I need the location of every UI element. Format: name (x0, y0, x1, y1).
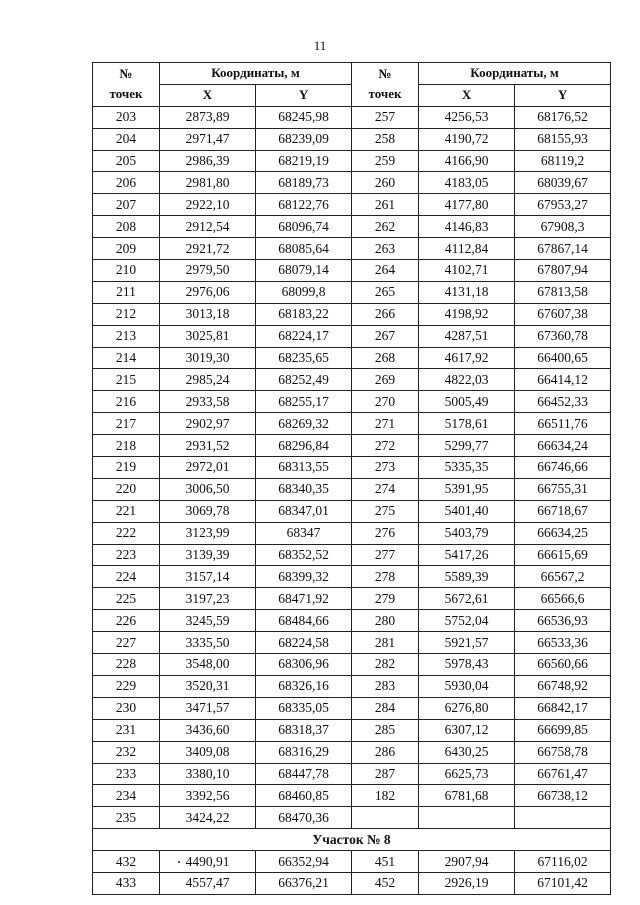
x-value-left: 3123,99 (160, 522, 256, 544)
table-row (93, 281, 611, 303)
y-value-right: 66718,67 (515, 500, 611, 522)
y-value-left: 68239,09 (256, 128, 352, 150)
y-value-right: 66748,92 (515, 675, 611, 697)
x-value-right: 4102,71 (419, 260, 515, 282)
table-row (93, 478, 611, 500)
y-value-left: 68484,66 (256, 610, 352, 632)
table-row (93, 369, 611, 391)
y-value-right: 67813,58 (515, 281, 611, 303)
table-row (93, 303, 611, 325)
x-value-right: 5978,43 (419, 654, 515, 676)
y-header-left: Y (256, 84, 352, 106)
y-value-right: 67807,94 (515, 260, 611, 282)
y-value-right: 66533,36 (515, 632, 611, 654)
x-value-right: 4146,83 (419, 216, 515, 238)
x-value-left: 3197,23 (160, 588, 256, 610)
point-number-left: 213 (93, 325, 160, 347)
point-number-right: 258 (352, 128, 419, 150)
y-value-right: 67867,14 (515, 238, 611, 260)
point-number-left: 209 (93, 238, 160, 260)
page-number: 11 (313, 38, 327, 53)
point-number-left: 215 (93, 369, 160, 391)
y-value-left: 68122,76 (256, 194, 352, 216)
point-number-right: 287 (352, 763, 419, 785)
x-value-left: 4490,91 (160, 851, 256, 873)
table-row (93, 872, 611, 894)
y-value-right: 68119,2 (515, 150, 611, 172)
table-row (93, 719, 611, 741)
table-row (93, 522, 611, 544)
point-number-left: 231 (93, 719, 160, 741)
y-value-left: 68183,22 (256, 303, 352, 325)
y-value-left: 68340,35 (256, 478, 352, 500)
table-row (93, 150, 611, 172)
x-value-left: 2972,01 (160, 457, 256, 479)
point-number-left: 211 (93, 281, 160, 303)
y-value-left: 68224,17 (256, 325, 352, 347)
point-number-left: 234 (93, 785, 160, 807)
point-number-left: 433 (93, 872, 160, 894)
section-header-body (93, 829, 611, 851)
section-title: Участок № 8 (93, 829, 611, 851)
y-value-right: 66536,93 (515, 610, 611, 632)
point-number-right: 262 (352, 216, 419, 238)
y-value-right: 66400,65 (515, 347, 611, 369)
y-value-left: 68318,37 (256, 719, 352, 741)
point-number-right: 261 (352, 194, 419, 216)
point-number-left: 221 (93, 500, 160, 522)
y-value-left: 68255,17 (256, 391, 352, 413)
x-value-right: 4166,90 (419, 150, 515, 172)
x-value-right: 6307,12 (419, 719, 515, 741)
x-value-right: 5672,61 (419, 588, 515, 610)
point-number-left: 205 (93, 150, 160, 172)
y-value-left: 68447,78 (256, 763, 352, 785)
table-row (93, 697, 611, 719)
y-value-right: 66452,33 (515, 391, 611, 413)
x-value-right: 5299,77 (419, 435, 515, 457)
x-value-right: 5589,39 (419, 566, 515, 588)
x-value-right: 5930,04 (419, 675, 515, 697)
point-number-right: 269 (352, 369, 419, 391)
point-number-right: 263 (352, 238, 419, 260)
y-value-right: 66634,24 (515, 435, 611, 457)
y-value-left: 68313,55 (256, 457, 352, 479)
x-value-right: 6625,73 (419, 763, 515, 785)
point-number-left: 233 (93, 763, 160, 785)
point-number-right: 265 (352, 281, 419, 303)
x-value-left: 2971,47 (160, 128, 256, 150)
point-number-left: 219 (93, 457, 160, 479)
point-number-right: 279 (352, 588, 419, 610)
y-value-right: 66414,12 (515, 369, 611, 391)
table-header (93, 63, 611, 107)
point-number-right: 272 (352, 435, 419, 457)
y-value-left: 68470,36 (256, 807, 352, 829)
x-value-left: 3157,14 (160, 566, 256, 588)
point-number-left: 212 (93, 303, 160, 325)
point-number-right: 182 (352, 785, 419, 807)
point-number-right: 286 (352, 741, 419, 763)
point-number-header-left (93, 63, 160, 107)
point-number-right: 276 (352, 522, 419, 544)
point-number-left: 207 (93, 194, 160, 216)
x-value-right: 5921,57 (419, 632, 515, 654)
point-number-left: 217 (93, 413, 160, 435)
y-value-right: 66842,17 (515, 697, 611, 719)
x-value-right: 5752,04 (419, 610, 515, 632)
y-value-left: 68079,14 (256, 260, 352, 282)
table-row (93, 741, 611, 763)
point-number-left: 222 (93, 522, 160, 544)
y-value-left: 68219,19 (256, 150, 352, 172)
table-row (93, 413, 611, 435)
point-number-left: 225 (93, 588, 160, 610)
x-value-left: 3409,08 (160, 741, 256, 763)
section-body (93, 851, 611, 895)
points-word: точек (368, 86, 402, 102)
x-value-right: 6276,80 (419, 697, 515, 719)
table-row (93, 588, 611, 610)
y-value-left: 68269,32 (256, 413, 352, 435)
y-value-left: 68099,8 (256, 281, 352, 303)
y-value-right: 66634,25 (515, 522, 611, 544)
point-number-left: 223 (93, 544, 160, 566)
num-sign: № (119, 66, 133, 82)
y-value-right: 66761,47 (515, 763, 611, 785)
y-value-right: 66566,6 (515, 588, 611, 610)
x-value-right: 5005,49 (419, 391, 515, 413)
y-value-left: 68316,29 (256, 741, 352, 763)
table-row (93, 500, 611, 522)
table-row (93, 106, 611, 128)
table-row (93, 785, 611, 807)
table-row (93, 632, 611, 654)
x-value-right: 4198,92 (419, 303, 515, 325)
y-value-right: 67953,27 (515, 194, 611, 216)
point-number-right: 273 (352, 457, 419, 479)
x-value-right: 5401,40 (419, 500, 515, 522)
y-value-left: 68224,58 (256, 632, 352, 654)
point-number-right: 284 (352, 697, 419, 719)
point-number-right: 285 (352, 719, 419, 741)
table-row (93, 457, 611, 479)
x-value-right: 2926,19 (419, 872, 515, 894)
x-value-left: 3520,31 (160, 675, 256, 697)
point-number-header-right (352, 63, 419, 107)
x-value-right: 5417,26 (419, 544, 515, 566)
x-value-left: 2912,54 (160, 216, 256, 238)
x-value-left: 2902,97 (160, 413, 256, 435)
y-value-left: 68096,74 (256, 216, 352, 238)
point-number-right: 282 (352, 654, 419, 676)
table-row (93, 128, 611, 150)
x-value-left: 2976,06 (160, 281, 256, 303)
y-value-left: 66352,94 (256, 851, 352, 873)
point-number-right: 278 (352, 566, 419, 588)
table-body (93, 106, 611, 828)
point-number-left: 214 (93, 347, 160, 369)
y-value-left: 68335,05 (256, 697, 352, 719)
x-value-left: 2921,72 (160, 238, 256, 260)
point-number-right: 266 (352, 303, 419, 325)
x-value-right: 4256,53 (419, 106, 515, 128)
y-value-left: 68347 (256, 522, 352, 544)
y-value-right: 66755,31 (515, 478, 611, 500)
point-number-right: 257 (352, 106, 419, 128)
table-row (93, 347, 611, 369)
point-number-right: 270 (352, 391, 419, 413)
point-number-right: 275 (352, 500, 419, 522)
x-value-right: 4131,18 (419, 281, 515, 303)
y-value-right: 67116,02 (515, 851, 611, 873)
x-value-right: 5391,95 (419, 478, 515, 500)
x-value-right: 4822,03 (419, 369, 515, 391)
x-value-right (419, 807, 515, 829)
x-value-left: 3380,10 (160, 763, 256, 785)
coords-header-right: Координаты, м (419, 63, 611, 85)
point-number-left: 203 (93, 106, 160, 128)
x-value-left: 3013,18 (160, 303, 256, 325)
x-value-left: 3069,78 (160, 500, 256, 522)
x-value-left: 3139,39 (160, 544, 256, 566)
y-value-right: 66758,78 (515, 741, 611, 763)
x-header-right: X (419, 84, 515, 106)
x-value-left: 3392,56 (160, 785, 256, 807)
point-number-left: 229 (93, 675, 160, 697)
point-number-right: 271 (352, 413, 419, 435)
point-number-left: 232 (93, 741, 160, 763)
x-value-left: 2922,10 (160, 194, 256, 216)
table-row (93, 807, 611, 829)
point-number-left: 235 (93, 807, 160, 829)
x-value-right: 5335,35 (419, 457, 515, 479)
point-number-left: 220 (93, 478, 160, 500)
point-number-left: 226 (93, 610, 160, 632)
y-value-right: 66560,66 (515, 654, 611, 676)
x-value-right: 4183,05 (419, 172, 515, 194)
table-row (93, 763, 611, 785)
y-value-right: 66615,69 (515, 544, 611, 566)
x-value-left: 3245,59 (160, 610, 256, 632)
point-number-left: 228 (93, 654, 160, 676)
y-value-left: 68460,85 (256, 785, 352, 807)
y-value-left: 68326,16 (256, 675, 352, 697)
table-row (93, 194, 611, 216)
y-value-left: 68352,52 (256, 544, 352, 566)
x-value-right: 4190,72 (419, 128, 515, 150)
x-value-left: 2985,24 (160, 369, 256, 391)
x-value-right: 4617,92 (419, 347, 515, 369)
table-row (93, 851, 611, 873)
num-sign: № (378, 66, 392, 82)
table-row (93, 566, 611, 588)
y-value-right: 66567,2 (515, 566, 611, 588)
x-value-left: 2933,58 (160, 391, 256, 413)
point-number-left: 224 (93, 566, 160, 588)
x-value-left: 2981,80 (160, 172, 256, 194)
y-value-right: 68039,67 (515, 172, 611, 194)
point-number-right: 280 (352, 610, 419, 632)
x-value-right: 4287,51 (419, 325, 515, 347)
point-number-left: 208 (93, 216, 160, 238)
table-row (93, 654, 611, 676)
y-value-left: 68245,98 (256, 106, 352, 128)
y-value-left: 68189,73 (256, 172, 352, 194)
point-number-right: 452 (352, 872, 419, 894)
table-row (93, 391, 611, 413)
x-value-left: 3025,81 (160, 325, 256, 347)
y-value-right: 66738,12 (515, 785, 611, 807)
x-value-left: 3471,57 (160, 697, 256, 719)
x-value-left: 2986,39 (160, 150, 256, 172)
point-number-left: 210 (93, 260, 160, 282)
y-value-right: 67101,42 (515, 872, 611, 894)
scan-dot (178, 861, 180, 863)
point-number-left: 216 (93, 391, 160, 413)
y-value-left: 68471,92 (256, 588, 352, 610)
table-row (93, 435, 611, 457)
x-value-left: 3019,30 (160, 347, 256, 369)
point-number-right: 264 (352, 260, 419, 282)
point-number-right (352, 807, 419, 829)
x-value-left: 4557,47 (160, 872, 256, 894)
point-number-right: 274 (352, 478, 419, 500)
x-value-right: 4177,80 (419, 194, 515, 216)
x-value-left: 3436,60 (160, 719, 256, 741)
table-row (93, 260, 611, 282)
x-header-left: X (160, 84, 256, 106)
y-value-left: 68235,65 (256, 347, 352, 369)
point-number-left: 230 (93, 697, 160, 719)
point-number-right: 260 (352, 172, 419, 194)
x-value-left: 2873,89 (160, 106, 256, 128)
x-value-left: 3006,50 (160, 478, 256, 500)
x-value-left: 3548,00 (160, 654, 256, 676)
x-value-right: 6781,68 (419, 785, 515, 807)
y-value-right (515, 807, 611, 829)
y-value-right: 66746,66 (515, 457, 611, 479)
table-row (93, 544, 611, 566)
points-word: точек (109, 86, 143, 102)
x-value-left: 3424,22 (160, 807, 256, 829)
point-number-left: 218 (93, 435, 160, 457)
x-value-left: 3335,50 (160, 632, 256, 654)
x-value-left: 2979,50 (160, 260, 256, 282)
y-value-right: 67908,3 (515, 216, 611, 238)
x-value-right: 6430,25 (419, 741, 515, 763)
y-value-right: 67360,78 (515, 325, 611, 347)
x-value-left: 2931,52 (160, 435, 256, 457)
point-number-right: 283 (352, 675, 419, 697)
y-value-right: 68176,52 (515, 106, 611, 128)
x-value-right: 2907,94 (419, 851, 515, 873)
point-number-right: 277 (352, 544, 419, 566)
point-number-right: 267 (352, 325, 419, 347)
y-value-left: 68252,49 (256, 369, 352, 391)
x-value-right: 5178,61 (419, 413, 515, 435)
y-value-left: 68347,01 (256, 500, 352, 522)
point-number-left: 206 (93, 172, 160, 194)
y-value-left: 68306,96 (256, 654, 352, 676)
y-value-left: 68399,32 (256, 566, 352, 588)
y-value-left: 68085,64 (256, 238, 352, 260)
point-number-left: 432 (93, 851, 160, 873)
y-value-left: 68296,84 (256, 435, 352, 457)
point-number-right: 268 (352, 347, 419, 369)
x-value-right: 5403,79 (419, 522, 515, 544)
coordinates-table (92, 62, 611, 895)
y-value-right: 67607,38 (515, 303, 611, 325)
y-value-right: 66699,85 (515, 719, 611, 741)
coords-header-left: Координаты, м (160, 63, 352, 85)
point-number-right: 281 (352, 632, 419, 654)
table-row (93, 216, 611, 238)
y-value-left: 66376,21 (256, 872, 352, 894)
table-row (93, 325, 611, 347)
point-number-right: 259 (352, 150, 419, 172)
x-value-right: 4112,84 (419, 238, 515, 260)
table-row (93, 610, 611, 632)
point-number-right: 451 (352, 851, 419, 873)
table-row (93, 172, 611, 194)
y-header-right: Y (515, 84, 611, 106)
y-value-right: 66511,76 (515, 413, 611, 435)
point-number-left: 227 (93, 632, 160, 654)
y-value-right: 68155,93 (515, 128, 611, 150)
table-row (93, 238, 611, 260)
point-number-left: 204 (93, 128, 160, 150)
table-row (93, 675, 611, 697)
